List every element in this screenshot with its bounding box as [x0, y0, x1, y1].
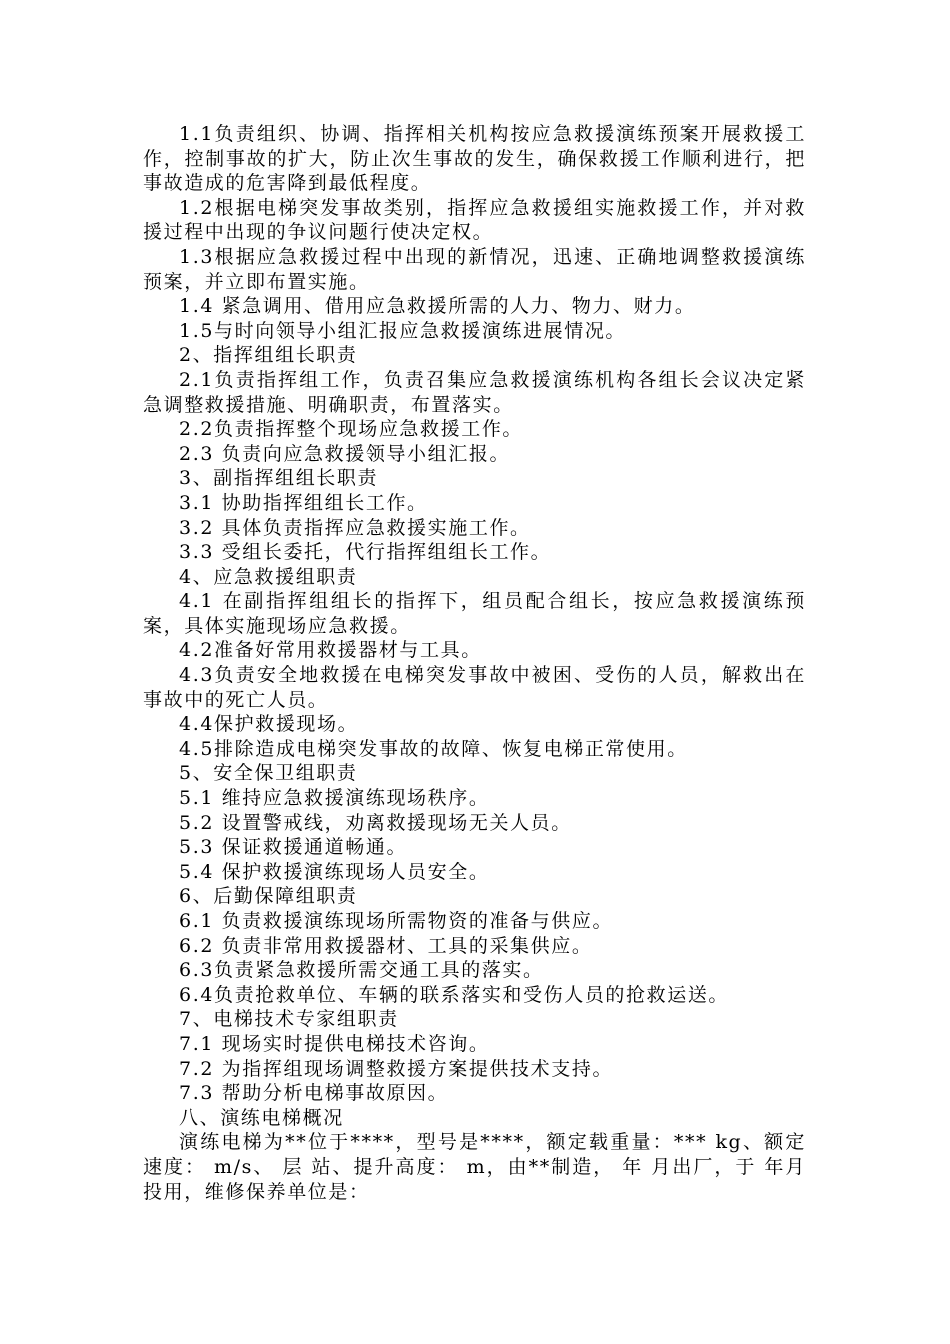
paragraph-1-4: 1.4 紧急调用、借用应急救援所需的人力、物力、财力。	[179, 295, 696, 318]
paragraph-1-2: 1.2根据电梯突发事故类别，指挥应急救援组实施救援工作，并对救援过程中出现的争议问题行使决定权。	[143, 196, 806, 244]
paragraph-elevator-overview: 演练电梯为**位于****，型号是****，额定载重量：*** kg、额定速度： m/s、 层 站、提升高度： m，由**制造， 年 月出厂，于 年月投用，维修保养单位是：	[143, 1131, 806, 1203]
paragraph-5-2: 5.2 设置警戒线，劝离救援现场无关人员。	[179, 811, 572, 834]
paragraph-2-1: 2.1负责指挥组工作，负责召集应急救援演练机构各组长会议决定紧急调整救援措施、明确职责，布置落实。	[143, 368, 806, 416]
paragraph-1-3: 1.3根据应急救援过程中出现的新情况，迅速、正确地调整救援演练预案，并立即布置实施。	[143, 245, 806, 293]
paragraph-7-2: 7.2 为指挥组现场调整救援方案提供技术支持。	[179, 1057, 614, 1080]
document-body	[143, 122, 806, 1204]
section-heading-3: 3、副指挥组组长职责	[179, 467, 379, 490]
section-heading-8: 八、演练电梯概况	[179, 1106, 344, 1129]
paragraph-4-3: 4.3负责安全地救援在电梯突发事故中被困、受伤的人员，解救出在事故中的死亡人员。	[143, 664, 806, 711]
paragraph-3-1: 3.1 协助指挥组组长工作。	[179, 491, 428, 514]
section-heading-6: 6、后勤保障组职责	[179, 885, 358, 908]
section-heading-2: 2、指挥组组长职责	[179, 344, 358, 367]
paragraph-4-1: 4.1 在副指挥组组长的指挥下，组员配合组长，按应急救援演练预案，具体实施现场应急救援。	[143, 590, 806, 637]
paragraph-6-1: 6.1 负责救援演练现场所需物资的准备与供应。	[179, 910, 614, 932]
section-heading-7: 7、电梯技术专家组职责	[179, 1008, 399, 1031]
paragraph-1-1: 1.1负责组织、协调、指挥相关机构按应急救援演练预案开展救援工作，控制事故的扩大，防止次生事故的发生，确保救援工作顺利进行，把事故造成的危害降到最低程度。	[143, 123, 806, 195]
paragraph-2-3: 2.3 负责向应急救援领导小组汇报。	[179, 442, 511, 465]
paragraph-3-2: 3.2 具体负责指挥应急救援实施工作。	[179, 516, 531, 539]
paragraph-6-4: 6.4负责抢救单位、车辆的联系落实和受伤人员的抢救运送。	[179, 983, 730, 1006]
paragraph-1-5: 1.5与时向领导小组汇报应急救援演练进展情况。	[179, 319, 627, 342]
paragraph-5-4: 5.4 保护救援演练现场人员安全。	[179, 860, 490, 883]
paragraph-4-5: 4.5排除造成电梯突发事故的故障、恢复电梯正常使用。	[179, 737, 688, 760]
paragraph-2-2: 2.2负责指挥整个现场应急救援工作。	[179, 418, 524, 441]
section-heading-4: 4、应急救援组职责	[179, 565, 358, 588]
paragraph-7-3: 7.3 帮助分析电梯事故原因。	[179, 1082, 449, 1105]
paragraph-5-3: 5.3 保证救援通道畅通。	[179, 836, 408, 859]
paragraph-6-3: 6.3负责紧急救援所需交通工具的落实。	[179, 959, 544, 982]
paragraph-3-3: 3.3 受组长委托，代行指挥组组长工作。	[179, 541, 552, 564]
paragraph-7-1: 7.1 现场实时提供电梯技术咨询。	[179, 1032, 490, 1055]
paragraph-4-2: 4.2准备好常用救援器材与工具。	[179, 639, 482, 662]
section-heading-5: 5、安全保卫组职责	[179, 762, 358, 785]
paragraph-6-2: 6.2 负责非常用救援器材、工具的采集供应。	[179, 934, 593, 957]
paragraph-4-4: 4.4保护救援现场。	[179, 713, 359, 736]
paragraph-5-1: 5.1 维持应急救援演练现场秩序。	[179, 787, 490, 810]
